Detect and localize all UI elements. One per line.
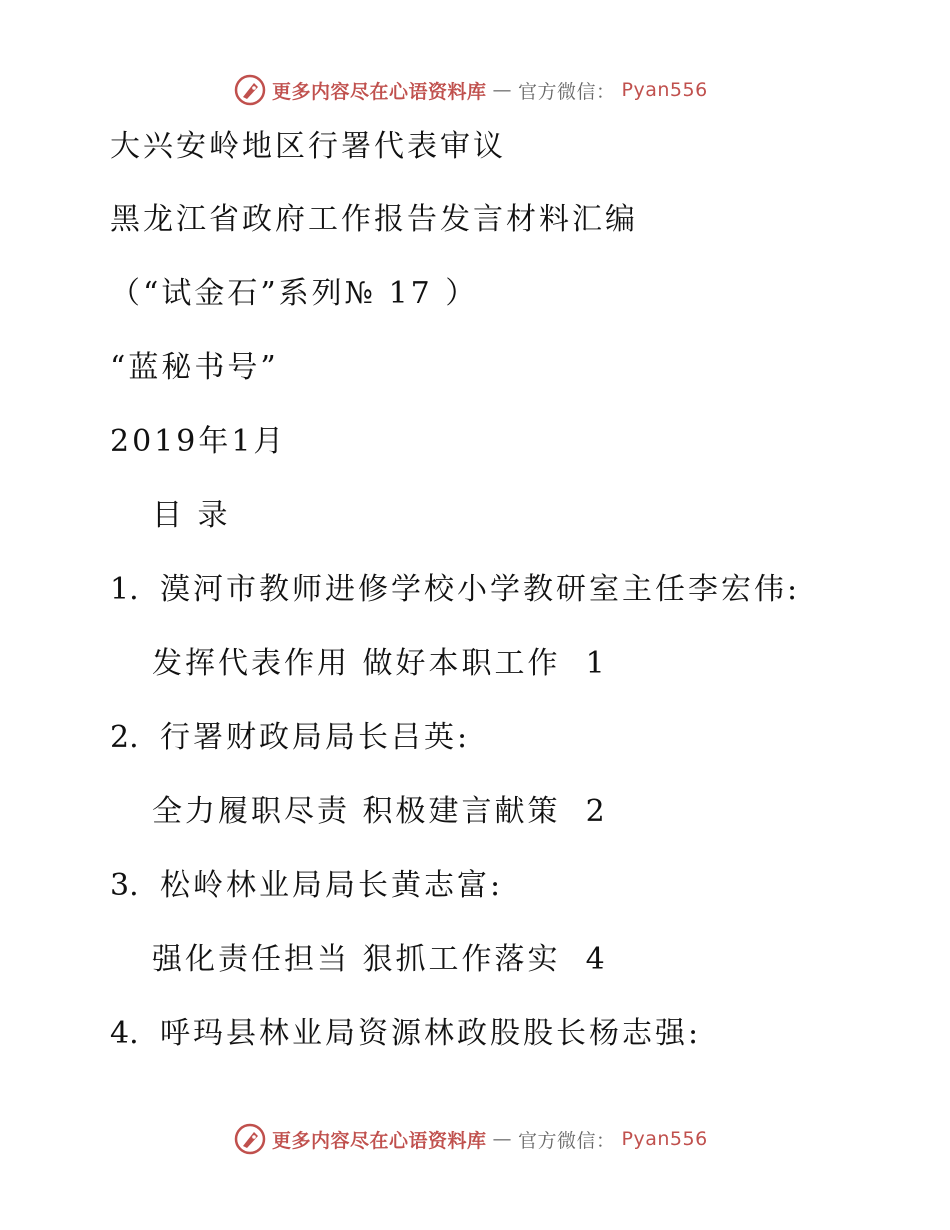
- toc-entry-topic: 强化责任担当 狠抓工作落实: [152, 942, 561, 977]
- watermark-text: 更多内容尽在心语资料库: [272, 80, 487, 103]
- toc-entry-1-speaker[interactable]: [110, 570, 800, 610]
- publish-date: 2019年1月: [110, 424, 287, 459]
- toc-entry-3-speaker[interactable]: [110, 866, 503, 906]
- toc-entry-2-topic[interactable]: [152, 792, 608, 832]
- toc-entry-number: 2.: [110, 720, 139, 755]
- toc-entry-page: 4: [585, 942, 608, 977]
- document-title-line1: 大兴安岭地区行署代表审议: [110, 129, 506, 164]
- watermark-wechat-id: Pyan556: [621, 1128, 708, 1150]
- toc-entry-speaker: 松岭林业局局长黄志富:: [160, 868, 504, 903]
- watermark-wechat-id: Pyan556: [621, 79, 708, 101]
- toc-entry-4-speaker[interactable]: [110, 1014, 701, 1054]
- toc-entry-page: 2: [585, 794, 608, 829]
- toc-entry-number: 1.: [110, 572, 139, 607]
- toc-entry-speaker: 行署财政局局长吕英:: [160, 720, 471, 755]
- toc-entry-speaker: 呼玛县林业局资源林政股股长杨志强:: [160, 1016, 702, 1051]
- publisher-label: “蓝秘书号”: [110, 350, 279, 385]
- document-title-line2: 黑龙江省政府工作报告发言材料汇编: [110, 202, 638, 237]
- toc-entry-speaker: 漠河市教师进修学校小学教研室主任李宏伟:: [160, 572, 801, 607]
- toc-entry-number: 3.: [110, 868, 139, 903]
- watermark-wechat-label: 官方微信：: [518, 80, 616, 103]
- toc-entry-3-topic[interactable]: [152, 940, 608, 980]
- toc-entry-topic: 发挥代表作用 做好本职工作: [152, 646, 561, 681]
- toc-entry-2-speaker[interactable]: [110, 718, 470, 758]
- watermark-separator: —: [492, 79, 513, 101]
- watermark-header: [234, 73, 708, 107]
- toc-entry-topic: 全力履职尽责 积极建言献策: [152, 794, 561, 829]
- watermark-separator: —: [492, 1128, 513, 1150]
- watermark-text: 更多内容尽在心语资料库: [272, 1129, 487, 1152]
- toc-entry-number: 4.: [110, 1016, 139, 1051]
- pen-nib-logo-icon: [234, 74, 266, 106]
- toc-title: 目 录: [152, 498, 231, 533]
- toc-entry-page: 1: [585, 646, 608, 681]
- watermark-footer: [234, 1122, 708, 1156]
- toc-entry-1-topic[interactable]: [152, 644, 608, 684]
- watermark-wechat-label: 官方微信：: [518, 1129, 616, 1152]
- series-label: （“试金石”系列№ 17 ）: [110, 276, 479, 311]
- pen-nib-logo-icon: [234, 1123, 266, 1155]
